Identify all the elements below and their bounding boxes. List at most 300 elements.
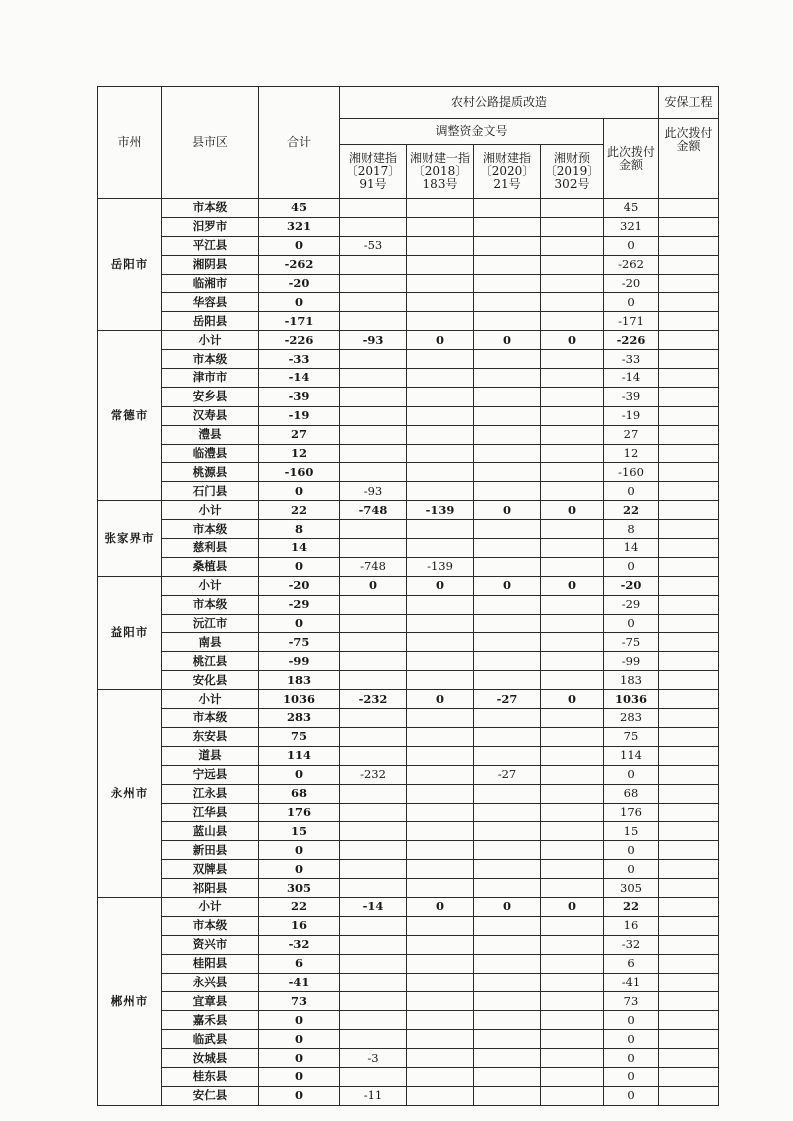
doc1-cell <box>340 350 407 369</box>
doc2-cell <box>407 841 474 860</box>
doc2-cell: -139 <box>407 501 474 520</box>
doc3-cell <box>474 217 541 236</box>
table-row <box>98 652 719 671</box>
table-row <box>98 350 719 369</box>
county-cell: 新田县 <box>162 841 259 860</box>
doc1-cell <box>340 746 407 765</box>
safety-alloc-cell <box>659 406 719 425</box>
safety-alloc-cell <box>659 746 719 765</box>
county-cell: 江华县 <box>162 803 259 822</box>
doc1-cell <box>340 425 407 444</box>
doc3-cell <box>474 387 541 406</box>
safety-alloc-cell <box>659 387 719 406</box>
county-cell: 安乡县 <box>162 387 259 406</box>
doc1-cell <box>340 860 407 879</box>
doc2-cell <box>407 784 474 803</box>
table-row <box>98 274 719 293</box>
doc4-cell <box>541 671 604 690</box>
doc2-cell <box>407 199 474 218</box>
doc1-cell <box>340 255 407 274</box>
total-cell: -20 <box>259 576 340 595</box>
doc3-cell: -27 <box>474 690 541 709</box>
doc3-cell <box>474 199 541 218</box>
county-cell: 宁远县 <box>162 765 259 784</box>
safety-alloc-cell <box>659 954 719 973</box>
county-cell: 桃江县 <box>162 652 259 671</box>
total-cell: -29 <box>259 595 340 614</box>
safety-alloc-cell <box>659 482 719 501</box>
table-row <box>98 312 719 331</box>
doc3-cell <box>474 709 541 728</box>
safety-alloc-cell <box>659 860 719 879</box>
doc1-cell <box>340 520 407 539</box>
total-cell: -99 <box>259 652 340 671</box>
total-cell: -41 <box>259 973 340 992</box>
total-cell: 14 <box>259 539 340 558</box>
doc1-cell <box>340 709 407 728</box>
county-cell: 市本级 <box>162 916 259 935</box>
safety-alloc-cell <box>659 576 719 595</box>
alloc-cell: 0 <box>604 1049 659 1068</box>
county-cell: 湘阴县 <box>162 255 259 274</box>
doc4-cell <box>541 236 604 255</box>
doc1-cell <box>340 369 407 388</box>
safety-alloc-cell <box>659 557 719 576</box>
doc2-cell: 0 <box>407 331 474 350</box>
safety-alloc-cell <box>659 425 719 444</box>
doc2-cell <box>407 1011 474 1030</box>
doc1-cell <box>340 387 407 406</box>
doc3-cell <box>474 746 541 765</box>
doc4-cell <box>541 274 604 293</box>
doc2-cell <box>407 1030 474 1049</box>
total-cell: 283 <box>259 709 340 728</box>
doc3-cell <box>474 992 541 1011</box>
doc3-cell <box>474 822 541 841</box>
alloc-cell: -29 <box>604 595 659 614</box>
alloc-cell: 15 <box>604 822 659 841</box>
doc4-cell <box>541 482 604 501</box>
doc3-cell: 0 <box>474 576 541 595</box>
doc3-cell <box>474 236 541 255</box>
total-cell: 0 <box>259 841 340 860</box>
doc2-cell <box>407 369 474 388</box>
doc2-cell <box>407 350 474 369</box>
doc2-cell <box>407 954 474 973</box>
doc3-cell <box>474 614 541 633</box>
doc2-cell <box>407 406 474 425</box>
county-cell: 汨罗市 <box>162 217 259 236</box>
doc2-cell <box>407 312 474 331</box>
doc4-cell <box>541 1086 604 1105</box>
doc2-cell <box>407 425 474 444</box>
doc2-cell <box>407 387 474 406</box>
doc2-cell <box>407 916 474 935</box>
table-row <box>98 217 719 236</box>
county-cell: 小计 <box>162 897 259 916</box>
total-cell: 0 <box>259 236 340 255</box>
doc1-cell <box>340 614 407 633</box>
doc2-cell <box>407 1086 474 1105</box>
doc4-cell <box>541 595 604 614</box>
safety-alloc-cell <box>659 312 719 331</box>
safety-alloc-cell <box>659 709 719 728</box>
safety-alloc-cell <box>659 803 719 822</box>
doc1-cell <box>340 916 407 935</box>
doc3-cell <box>474 671 541 690</box>
doc3-cell <box>474 425 541 444</box>
doc4-cell <box>541 520 604 539</box>
table-row <box>98 916 719 935</box>
table-row <box>98 595 719 614</box>
table-row <box>98 444 719 463</box>
total-cell: 0 <box>259 860 340 879</box>
alloc-cell: 283 <box>604 709 659 728</box>
doc4-cell <box>541 652 604 671</box>
alloc-cell: 0 <box>604 482 659 501</box>
doc2-cell <box>407 671 474 690</box>
doc1-cell: 0 <box>340 576 407 595</box>
doc2-cell <box>407 746 474 765</box>
doc1-cell <box>340 274 407 293</box>
total-cell: 1036 <box>259 690 340 709</box>
county-cell: 汝城县 <box>162 1049 259 1068</box>
doc2-cell <box>407 614 474 633</box>
total-cell: 45 <box>259 199 340 218</box>
safety-alloc-cell <box>659 973 719 992</box>
city-cell: 永州市 <box>98 690 162 898</box>
doc2-cell <box>407 765 474 784</box>
doc1-cell: -748 <box>340 501 407 520</box>
alloc-cell: 6 <box>604 954 659 973</box>
county-cell: 市本级 <box>162 350 259 369</box>
doc3-cell <box>474 255 541 274</box>
alloc-cell: 0 <box>604 557 659 576</box>
county-cell: 临湘市 <box>162 274 259 293</box>
total-cell: 16 <box>259 916 340 935</box>
doc3-cell <box>474 1049 541 1068</box>
alloc-cell: 75 <box>604 727 659 746</box>
doc3-cell: 0 <box>474 501 541 520</box>
doc4-cell <box>541 860 604 879</box>
doc1-cell <box>340 992 407 1011</box>
total-cell: 22 <box>259 897 340 916</box>
safety-alloc-cell <box>659 614 719 633</box>
doc4-cell <box>541 841 604 860</box>
table-row <box>98 879 719 898</box>
doc3-cell <box>474 652 541 671</box>
safety-alloc-cell <box>659 841 719 860</box>
safety-alloc-cell <box>659 633 719 652</box>
county-cell: 岳阳县 <box>162 312 259 331</box>
alloc-cell: -226 <box>604 331 659 350</box>
safety-alloc-cell <box>659 992 719 1011</box>
doc3-cell <box>474 482 541 501</box>
alloc-cell: 1036 <box>604 690 659 709</box>
county-cell: 江永县 <box>162 784 259 803</box>
doc2-cell <box>407 973 474 992</box>
table-row <box>98 633 719 652</box>
doc3-cell <box>474 369 541 388</box>
alloc-cell: 8 <box>604 520 659 539</box>
doc1-cell: -11 <box>340 1086 407 1105</box>
safety-alloc-cell <box>659 1049 719 1068</box>
alloc-cell: 0 <box>604 293 659 312</box>
doc1-cell <box>340 463 407 482</box>
table-row <box>98 1030 719 1049</box>
total-cell: 15 <box>259 822 340 841</box>
doc2-cell <box>407 293 474 312</box>
doc1-cell <box>340 973 407 992</box>
total-cell: 183 <box>259 671 340 690</box>
doc4-cell <box>541 727 604 746</box>
alloc-cell: -33 <box>604 350 659 369</box>
safety-alloc-cell <box>659 652 719 671</box>
table-row <box>98 727 719 746</box>
safety-alloc-cell <box>659 1011 719 1030</box>
doc2-cell <box>407 992 474 1011</box>
safety-alloc-cell <box>659 765 719 784</box>
safety-alloc-cell <box>659 369 719 388</box>
safety-alloc-cell <box>659 255 719 274</box>
doc2-cell <box>407 255 474 274</box>
doc1-cell <box>340 444 407 463</box>
table-row <box>98 709 719 728</box>
total-cell: -19 <box>259 406 340 425</box>
alloc-cell: 114 <box>604 746 659 765</box>
total-cell: 0 <box>259 1030 340 1049</box>
alloc-cell: 321 <box>604 217 659 236</box>
doc4-cell <box>541 312 604 331</box>
alloc-cell: 0 <box>604 1011 659 1030</box>
doc4-cell: 0 <box>541 897 604 916</box>
doc1-cell <box>340 879 407 898</box>
table-row <box>98 520 719 539</box>
doc2-cell <box>407 595 474 614</box>
county-cell: 慈利县 <box>162 539 259 558</box>
doc4-cell <box>541 425 604 444</box>
safety-alloc-cell <box>659 293 719 312</box>
doc4-cell <box>541 992 604 1011</box>
doc3-cell <box>474 520 541 539</box>
table-row <box>98 841 719 860</box>
table-row <box>98 236 719 255</box>
county-cell: 安化县 <box>162 671 259 690</box>
doc3-cell <box>474 935 541 954</box>
total-cell: 8 <box>259 520 340 539</box>
county-cell: 市本级 <box>162 199 259 218</box>
total-cell: 75 <box>259 727 340 746</box>
county-cell: 东安县 <box>162 727 259 746</box>
safety-alloc-cell <box>659 935 719 954</box>
table-row <box>98 387 719 406</box>
alloc-cell: -41 <box>604 973 659 992</box>
subtotal-row <box>98 576 719 595</box>
table-header <box>98 87 719 199</box>
subtotal-row <box>98 690 719 709</box>
county-cell: 市本级 <box>162 709 259 728</box>
doc4-cell <box>541 557 604 576</box>
total-cell: 0 <box>259 1049 340 1068</box>
alloc-cell: 22 <box>604 897 659 916</box>
total-cell: -160 <box>259 463 340 482</box>
doc3-cell <box>474 1067 541 1086</box>
doc4-cell: 0 <box>541 690 604 709</box>
total-cell: 305 <box>259 879 340 898</box>
doc4-cell <box>541 1049 604 1068</box>
county-cell: 小计 <box>162 501 259 520</box>
header-this-alloc: 此次拨付金额 <box>604 119 659 199</box>
county-cell: 市本级 <box>162 520 259 539</box>
county-cell: 临澧县 <box>162 444 259 463</box>
table-row <box>98 765 719 784</box>
doc2-cell <box>407 463 474 482</box>
doc3-cell: 0 <box>474 331 541 350</box>
doc4-cell <box>541 387 604 406</box>
doc2-cell <box>407 1067 474 1086</box>
doc2-cell <box>407 803 474 822</box>
doc3-cell <box>474 1011 541 1030</box>
doc4-cell <box>541 954 604 973</box>
doc3-cell <box>474 784 541 803</box>
county-cell: 沅江市 <box>162 614 259 633</box>
doc3-cell <box>474 633 541 652</box>
total-cell: 27 <box>259 425 340 444</box>
county-cell: 安仁县 <box>162 1086 259 1105</box>
safety-alloc-cell <box>659 236 719 255</box>
doc3-cell <box>474 916 541 935</box>
doc4-cell <box>541 444 604 463</box>
county-cell: 祁阳县 <box>162 879 259 898</box>
doc4-cell <box>541 614 604 633</box>
city-cell: 张家界市 <box>98 501 162 577</box>
table-row <box>98 482 719 501</box>
doc2-cell <box>407 482 474 501</box>
safety-alloc-cell <box>659 217 719 236</box>
alloc-cell: 0 <box>604 860 659 879</box>
total-cell: -226 <box>259 331 340 350</box>
city-cell: 常德市 <box>98 331 162 501</box>
county-cell: 临武县 <box>162 1030 259 1049</box>
safety-alloc-cell <box>659 1086 719 1105</box>
table-row <box>98 973 719 992</box>
total-cell: 0 <box>259 614 340 633</box>
city-cell: 岳阳市 <box>98 199 162 331</box>
county-cell: 桂阳县 <box>162 954 259 973</box>
alloc-cell: -20 <box>604 274 659 293</box>
table-row <box>98 746 719 765</box>
doc3-cell <box>474 1030 541 1049</box>
alloc-cell: -262 <box>604 255 659 274</box>
doc3-cell <box>474 879 541 898</box>
table-row <box>98 935 719 954</box>
total-cell: -39 <box>259 387 340 406</box>
county-cell: 澧县 <box>162 425 259 444</box>
doc3-cell <box>474 274 541 293</box>
doc2-cell <box>407 935 474 954</box>
doc1-cell <box>340 935 407 954</box>
doc3-cell <box>474 539 541 558</box>
alloc-cell: 0 <box>604 1067 659 1086</box>
table-row <box>98 557 719 576</box>
alloc-cell: 183 <box>604 671 659 690</box>
table-row <box>98 199 719 218</box>
doc1-cell <box>340 803 407 822</box>
city-cell: 郴州市 <box>98 897 162 1105</box>
alloc-cell: 176 <box>604 803 659 822</box>
safety-alloc-cell <box>659 501 719 520</box>
doc4-cell <box>541 803 604 822</box>
alloc-cell: -171 <box>604 312 659 331</box>
safety-alloc-cell <box>659 331 719 350</box>
doc4-cell <box>541 293 604 312</box>
doc1-cell <box>340 217 407 236</box>
doc4-cell <box>541 879 604 898</box>
total-cell: 114 <box>259 746 340 765</box>
alloc-cell: 0 <box>604 841 659 860</box>
total-cell: 6 <box>259 954 340 973</box>
doc3-cell <box>474 463 541 482</box>
safety-alloc-cell <box>659 1067 719 1086</box>
total-cell: 321 <box>259 217 340 236</box>
doc4-cell <box>541 784 604 803</box>
total-cell: 0 <box>259 1067 340 1086</box>
total-cell: 73 <box>259 992 340 1011</box>
doc4-cell <box>541 1030 604 1049</box>
county-cell: 华容县 <box>162 293 259 312</box>
total-cell: 0 <box>259 1086 340 1105</box>
table-row <box>98 1011 719 1030</box>
total-cell: 0 <box>259 557 340 576</box>
doc3-cell <box>474 803 541 822</box>
doc2-cell <box>407 727 474 746</box>
doc4-cell <box>541 916 604 935</box>
header-safety: 安保工程 <box>659 87 719 119</box>
safety-alloc-cell <box>659 1030 719 1049</box>
doc3-cell <box>474 312 541 331</box>
doc1-cell <box>340 1011 407 1030</box>
doc3-cell: -27 <box>474 765 541 784</box>
alloc-cell: 14 <box>604 539 659 558</box>
allocation-table <box>97 86 719 1106</box>
doc2-cell: 0 <box>407 690 474 709</box>
safety-alloc-cell <box>659 274 719 293</box>
doc1-cell: -232 <box>340 690 407 709</box>
doc2-cell <box>407 236 474 255</box>
alloc-cell: -99 <box>604 652 659 671</box>
alloc-cell: 27 <box>604 425 659 444</box>
doc2-cell <box>407 539 474 558</box>
county-cell: 桑植县 <box>162 557 259 576</box>
header-doc-4: 湘财预〔2019〕302号 <box>541 145 604 199</box>
doc2-cell: -139 <box>407 557 474 576</box>
county-cell: 小计 <box>162 331 259 350</box>
safety-alloc-cell <box>659 463 719 482</box>
doc1-cell <box>340 841 407 860</box>
doc2-cell <box>407 217 474 236</box>
total-cell: -171 <box>259 312 340 331</box>
table-row <box>98 425 719 444</box>
doc1-cell <box>340 595 407 614</box>
alloc-cell: 0 <box>604 614 659 633</box>
alloc-cell: -160 <box>604 463 659 482</box>
county-cell: 市本级 <box>162 595 259 614</box>
total-cell: 0 <box>259 765 340 784</box>
alloc-cell: -39 <box>604 387 659 406</box>
doc2-cell <box>407 879 474 898</box>
header-adjust-docs: 调整资金文号 <box>340 119 604 145</box>
doc1-cell <box>340 312 407 331</box>
